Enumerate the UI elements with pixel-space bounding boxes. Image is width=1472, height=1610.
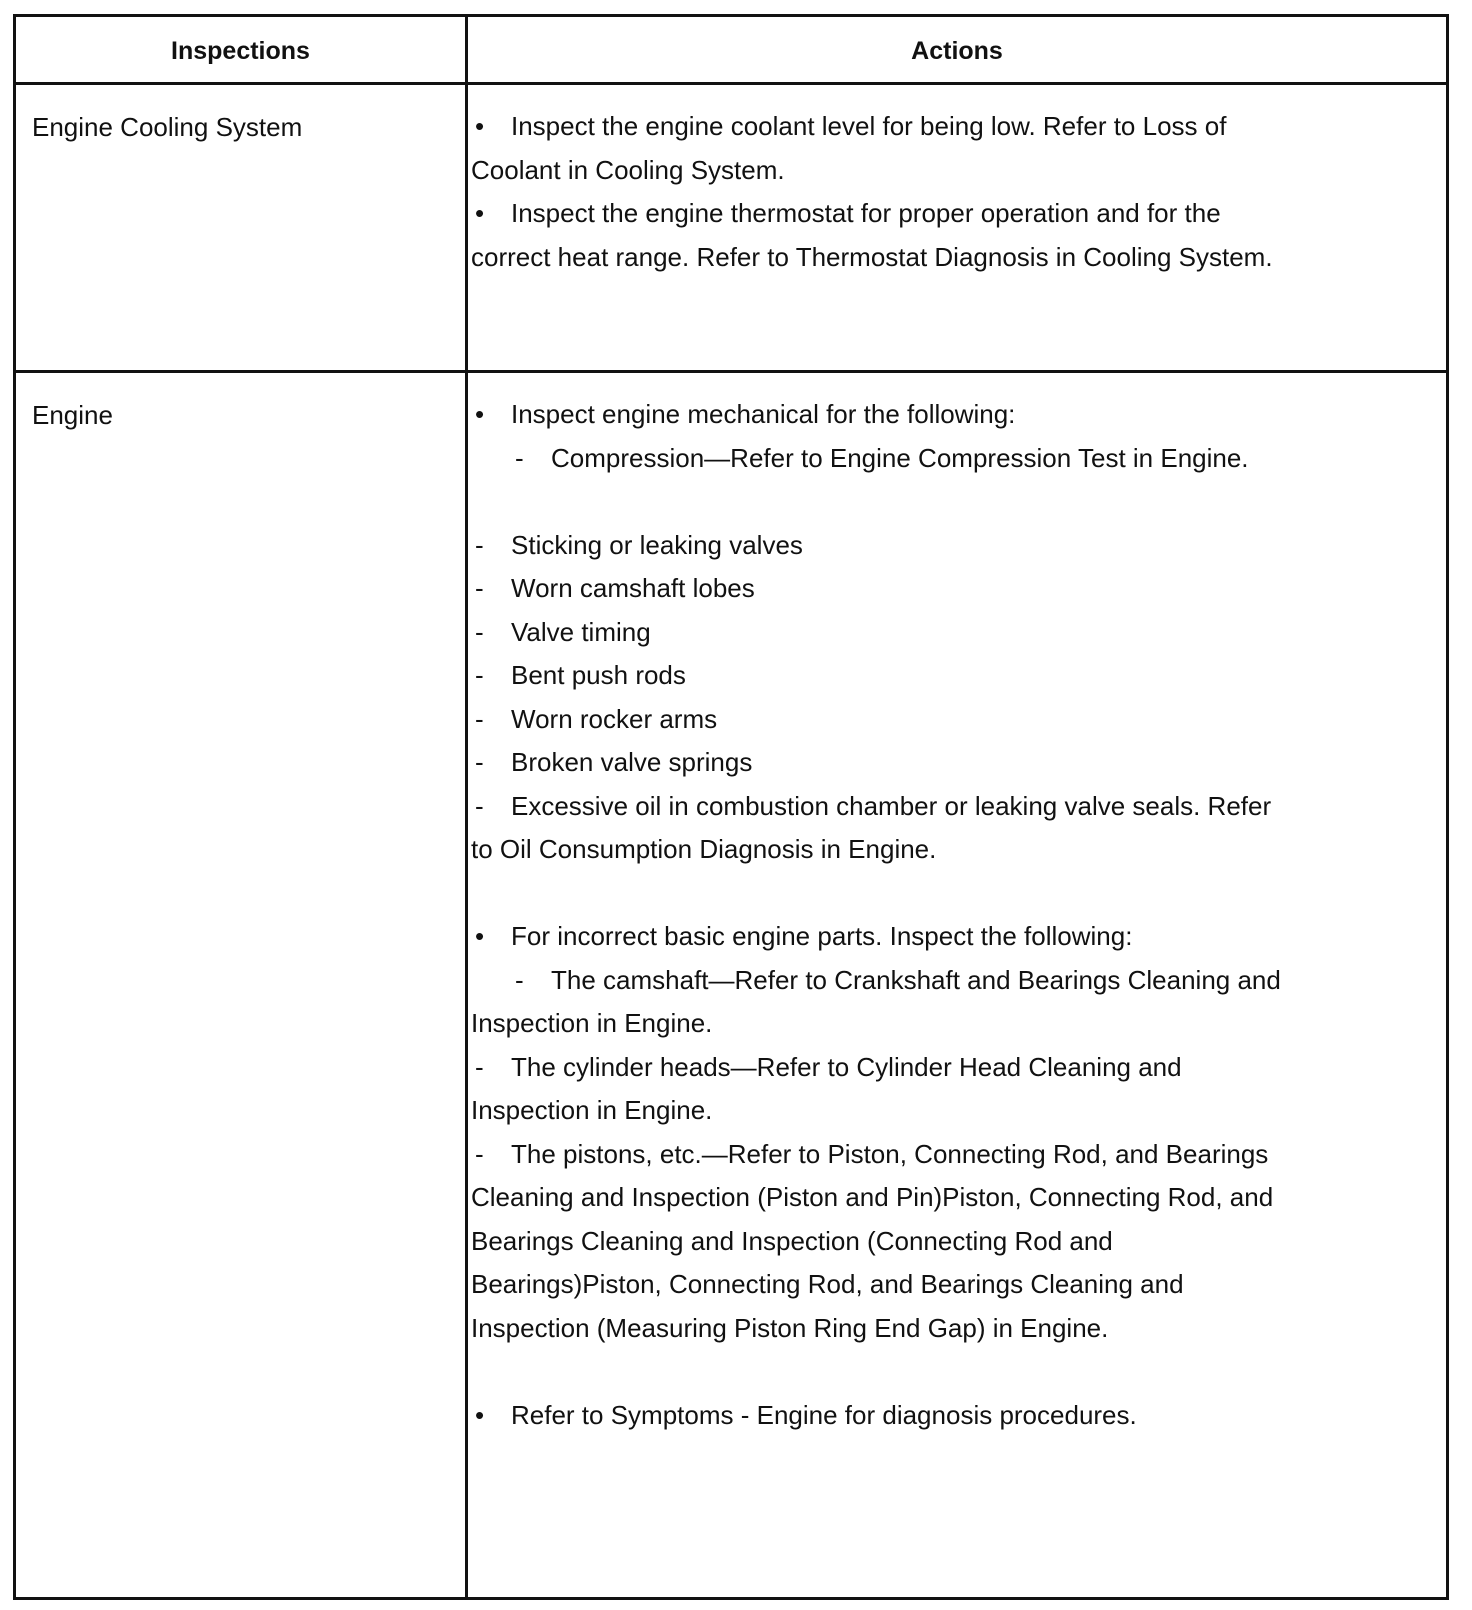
action-line: Coolant in Cooling System. <box>471 154 785 185</box>
action-line: Inspection (Measuring Piston Ring End Gap) in Engine. <box>471 1312 1109 1343</box>
column-divider <box>465 85 468 370</box>
bullet-marker: • <box>475 921 485 951</box>
bullet-marker: • <box>475 1399 485 1430</box>
column-divider <box>465 17 468 82</box>
table-row-cooling-system <box>16 85 1446 373</box>
action-line: • For incorrect basic engine parts. Inspect the following: <box>471 915 1331 959</box>
inspection-cell: Engine Cooling System <box>32 112 303 142</box>
dash-marker: - <box>515 442 524 473</box>
action-line: Bearings Cleaning and Inspection (Connecting Rod and <box>471 1225 1113 1256</box>
action-line: - The cylinder heads—Refer to Cylinder Head Cleaning and <box>471 1046 1331 1090</box>
column-divider <box>465 373 468 1597</box>
dash-marker: - <box>475 703 484 734</box>
action-line: to Oil Consumption Diagnosis in Engine. <box>471 834 937 864</box>
dash-marker: - <box>475 616 484 647</box>
column-header-actions: Actions <box>911 37 1003 65</box>
bullet-marker: • <box>475 111 485 141</box>
table-row-engine <box>16 373 1446 1597</box>
bullet-marker: • <box>475 198 485 228</box>
dash-marker: - <box>475 573 484 603</box>
action-line: - Broken valve springs <box>471 741 1331 785</box>
action-line: • Inspect the engine thermostat for proper operation and for the <box>471 192 1331 236</box>
action-line: - The pistons, etc.—Refer to Piston, Connecting Rod, and Bearings <box>471 1133 1331 1177</box>
action-line: - Excessive oil in combustion chamber or leaking valve seals. Refer <box>471 785 1331 829</box>
action-line: - Bent push rods <box>471 654 1331 698</box>
action-line: Bearings)Piston, Connecting Rod, and Bearings Cleaning and <box>471 1269 1184 1299</box>
dash-marker: - <box>475 1051 484 1082</box>
action-line: Inspection in Engine. <box>471 1008 713 1038</box>
table-header-row <box>16 17 1446 85</box>
action-line: - Worn camshaft lobes <box>471 567 1331 611</box>
action-line: - Sticking or leaking valves <box>471 524 1331 568</box>
action-line: - Valve timing <box>471 611 1331 655</box>
inspection-cell: Engine <box>32 400 113 430</box>
action-line: Inspection in Engine. <box>471 1095 713 1125</box>
column-header-inspections: Inspections <box>171 37 310 65</box>
action-line: correct heat range. Refer to Thermostat Diagnosis in Cooling System. <box>471 241 1273 272</box>
dash-marker: - <box>515 964 524 995</box>
actions-cell <box>471 105 1331 279</box>
action-line: • Inspect the engine coolant level for being low. Refer to Loss of <box>471 105 1331 149</box>
dash-marker: - <box>475 660 484 690</box>
action-line: • Inspect engine mechanical for the following: <box>471 393 1331 437</box>
action-line: - The camshaft—Refer to Crankshaft and Bearings Cleaning and <box>471 959 1331 1003</box>
dash-marker: - <box>475 747 484 777</box>
action-line: • Refer to Symptoms - Engine for diagnosis procedures. <box>471 1394 1331 1438</box>
action-line: Cleaning and Inspection (Piston and Pin)Piston, Connecting Rod, and <box>471 1182 1274 1212</box>
dash-marker: - <box>475 1138 484 1169</box>
action-line: - Compression—Refer to Engine Compression Test in Engine. <box>471 437 1331 481</box>
bullet-marker: • <box>475 399 485 429</box>
dash-marker: - <box>475 529 484 560</box>
inspection-table <box>13 14 1449 1600</box>
action-line: - Worn rocker arms <box>471 698 1331 742</box>
dash-marker: - <box>475 790 484 821</box>
actions-cell <box>471 393 1331 1437</box>
